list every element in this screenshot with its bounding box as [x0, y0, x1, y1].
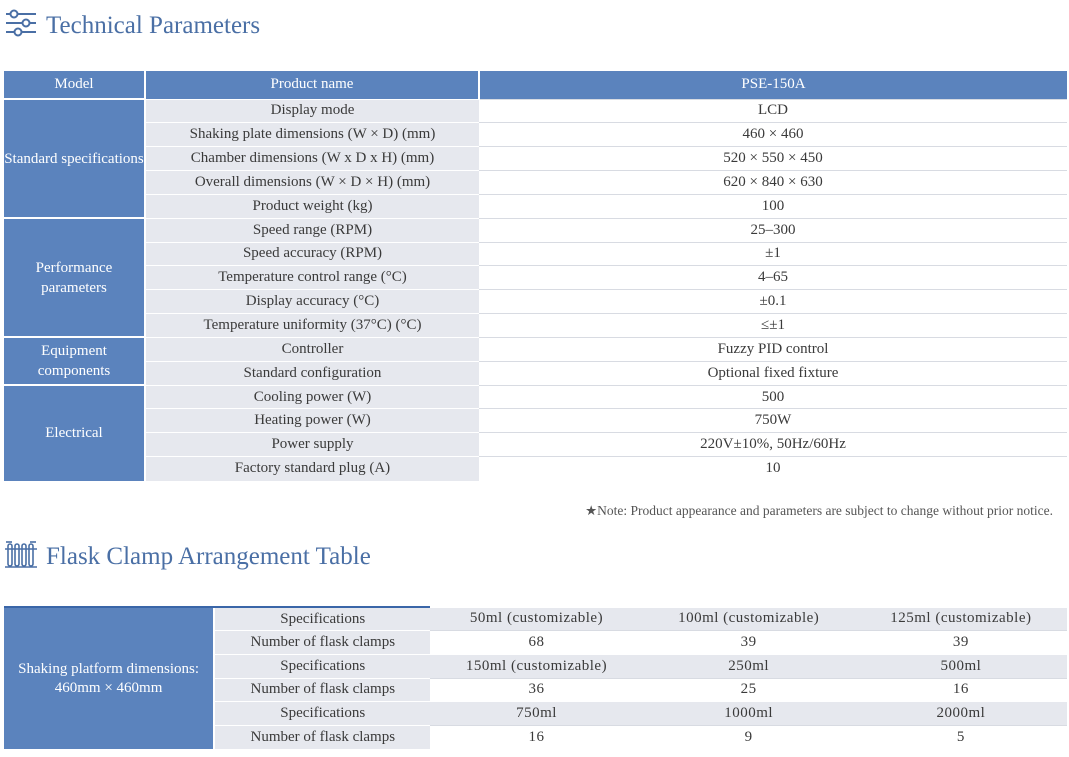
category-cell: Standard specifications — [4, 99, 145, 218]
parameter-value: Optional fixed fixture — [479, 361, 1067, 385]
table-row — [4, 290, 1067, 314]
parameter-name: Temperature control range (°C) — [145, 266, 479, 290]
spec-label: Specifications — [214, 702, 430, 726]
category-cell: Electrical — [4, 385, 145, 480]
table-row — [4, 242, 1067, 266]
parameter-name: Overall dimensions (W × D × H) (mm) — [145, 171, 479, 195]
count-value: 5 — [855, 725, 1067, 749]
parameter-value: 500 — [479, 385, 1067, 409]
section-title: Technical Parameters — [46, 11, 261, 39]
parameter-name: Factory standard plug (A) — [145, 457, 479, 481]
flask-clamp-heading — [4, 538, 371, 575]
parameter-name: Temperature uniformity (37°C) (°C) — [145, 314, 479, 338]
spec-label: Specifications — [214, 607, 430, 631]
parameter-value: ≤±1 — [479, 314, 1067, 338]
table-row — [4, 99, 1067, 123]
spec-label: Specifications — [214, 654, 430, 678]
header-model-value: PSE-150A — [479, 71, 1067, 99]
spec-value: 250ml — [643, 654, 855, 678]
parameter-name: Controller — [145, 337, 479, 361]
parameter-name: Display accuracy (°C) — [145, 290, 479, 314]
table-row — [4, 361, 1067, 385]
parameter-value: 10 — [479, 457, 1067, 481]
parameter-value: 520 × 550 × 450 — [479, 147, 1067, 171]
parameter-name: Heating power (W) — [145, 409, 479, 433]
count-value: 36 — [430, 678, 642, 702]
parameter-value: 25–300 — [479, 218, 1067, 242]
parameter-value: 750W — [479, 409, 1067, 433]
table-row — [4, 147, 1067, 171]
parameter-name: Speed accuracy (RPM) — [145, 242, 479, 266]
parameter-name: Display mode — [145, 99, 479, 123]
count-value: 9 — [643, 725, 855, 749]
count-label: Number of flask clamps — [214, 725, 430, 749]
spec-value: 500ml — [855, 654, 1067, 678]
count-value: 39 — [855, 631, 1067, 655]
parameter-value: 100 — [479, 194, 1067, 218]
parameter-name: Cooling power (W) — [145, 385, 479, 409]
table-row — [4, 123, 1067, 147]
count-label: Number of flask clamps — [214, 631, 430, 655]
spec-value: 750ml — [430, 702, 642, 726]
parameter-value: ±0.1 — [479, 290, 1067, 314]
spec-row — [4, 607, 1067, 631]
sliders-icon — [4, 8, 38, 43]
parameter-name: Chamber dimensions (W x D x H) (mm) — [145, 147, 479, 171]
table-row — [4, 409, 1067, 433]
spec-value: 125ml (customizable) — [855, 607, 1067, 631]
category-cell: Performance parameters — [4, 218, 145, 337]
category-cell: Equipment components — [4, 337, 145, 385]
count-value: 16 — [855, 678, 1067, 702]
section-title: Flask Clamp Arrangement Table — [46, 542, 371, 570]
disclaimer-note: ★Note: Product appearance and parameters are subject to change without prior notice. — [585, 503, 1053, 518]
count-value: 39 — [643, 631, 855, 655]
table-row — [4, 385, 1067, 409]
technical-parameters-heading — [4, 8, 260, 43]
spec-value: 50ml (customizable) — [430, 607, 642, 631]
header-product-name: Product name — [145, 71, 479, 99]
spec-value: 150ml (customizable) — [430, 654, 642, 678]
parameter-value: 620 × 840 × 630 — [479, 171, 1067, 195]
parameter-name: Power supply — [145, 433, 479, 457]
table-row — [4, 457, 1067, 481]
count-value: 68 — [430, 631, 642, 655]
table-row — [4, 194, 1067, 218]
spec-value: 2000ml — [855, 702, 1067, 726]
table-row — [4, 337, 1067, 361]
parameter-value: ±1 — [479, 242, 1067, 266]
table-row — [4, 171, 1067, 195]
table-row — [4, 218, 1067, 242]
flask-rack-icon — [4, 538, 38, 575]
spec-value: 1000ml — [643, 702, 855, 726]
parameter-name: Standard configuration — [145, 361, 479, 385]
table-row — [4, 314, 1067, 338]
parameter-value: LCD — [479, 99, 1067, 123]
parameter-value: 460 × 460 — [479, 123, 1067, 147]
count-value: 25 — [643, 678, 855, 702]
table-row — [4, 433, 1067, 457]
spec-value: 100ml (customizable) — [643, 607, 855, 631]
platform-dimensions-cell: Shaking platform dimensions: 460mm × 460mm — [4, 607, 214, 749]
header-model: Model — [4, 71, 145, 99]
technical-parameters-table — [4, 71, 1067, 481]
count-value: 16 — [430, 725, 642, 749]
parameter-name: Product weight (kg) — [145, 194, 479, 218]
parameter-name: Shaking plate dimensions (W × D) (mm) — [145, 123, 479, 147]
parameter-value: 220V±10%, 50Hz/60Hz — [479, 433, 1067, 457]
count-label: Number of flask clamps — [214, 678, 430, 702]
flask-clamp-table — [4, 606, 1067, 749]
parameter-value: Fuzzy PID control — [479, 337, 1067, 361]
parameter-name: Speed range (RPM) — [145, 218, 479, 242]
table-row — [4, 266, 1067, 290]
table-header-row — [4, 71, 1067, 99]
parameter-value: 4–65 — [479, 266, 1067, 290]
